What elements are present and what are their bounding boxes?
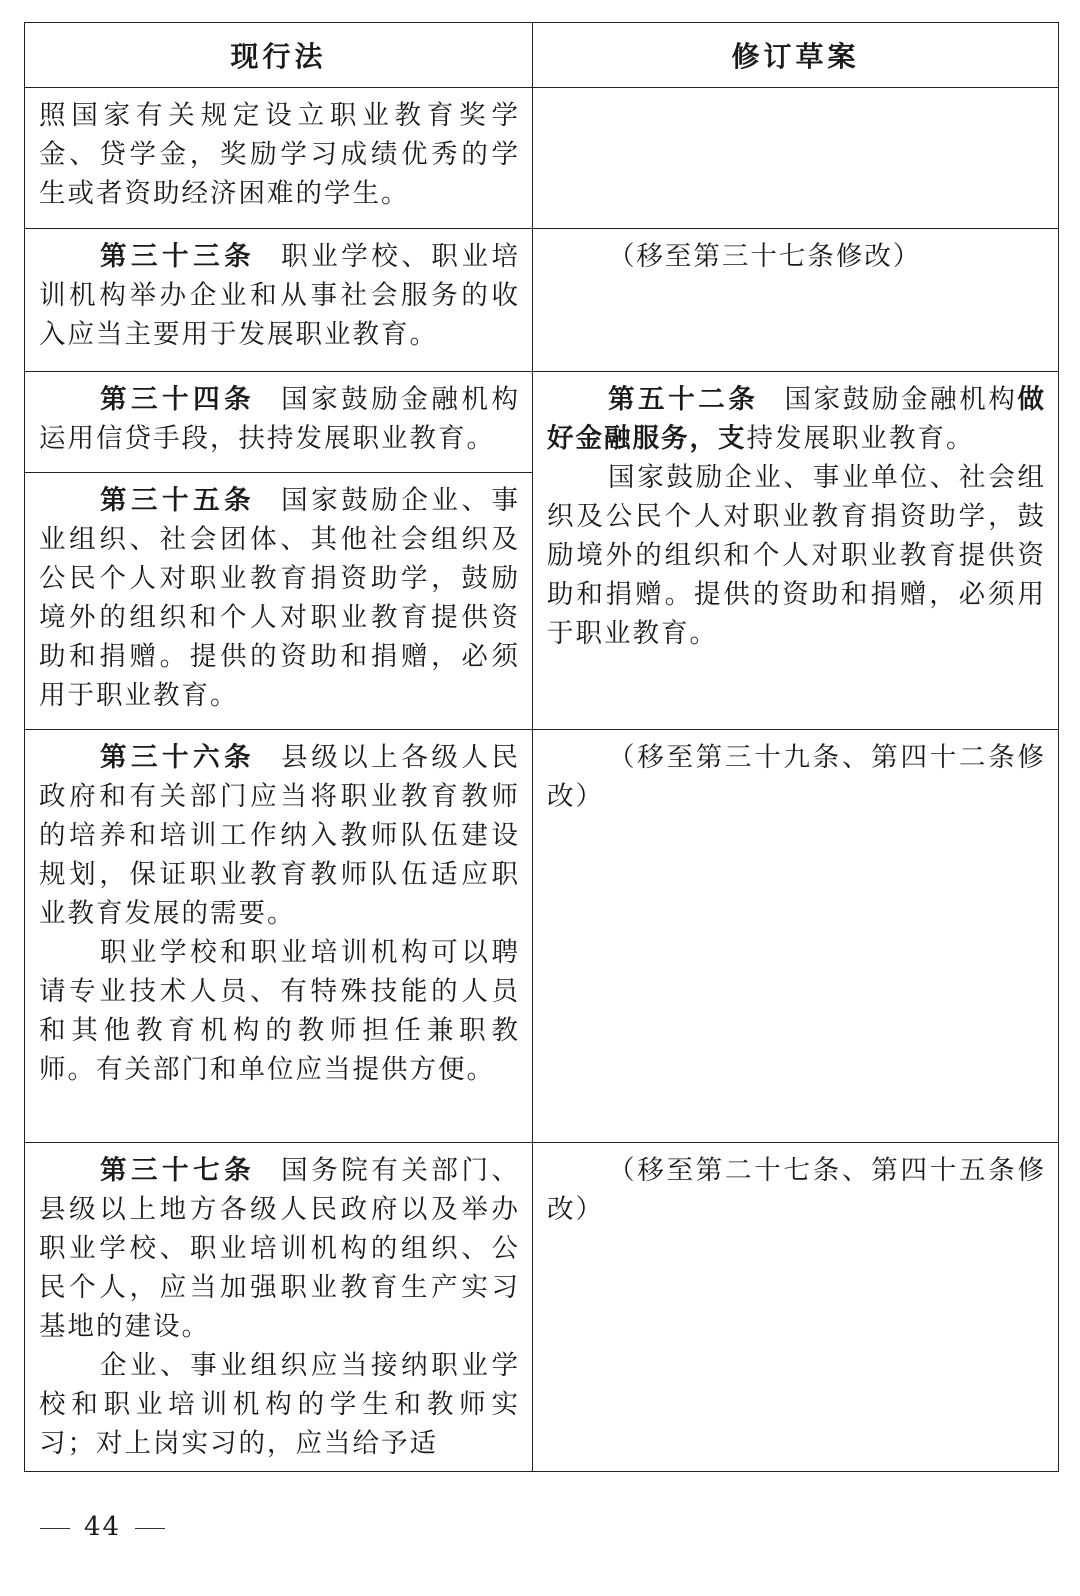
revised-draft-cell bbox=[533, 730, 1059, 1143]
current-law-cell bbox=[25, 473, 533, 730]
article-paragraph bbox=[39, 237, 520, 354]
article-text: 国家鼓励企业、事业组织、社会团体、其他社会组织及公民个人对职业教育捐资助学，鼓励境外的组织和个人对职业教育提供资助和捐赠。提供的资助和捐赠，必须用于职业教育。 bbox=[39, 485, 520, 711]
article-paragraph bbox=[39, 1151, 520, 1346]
current-law-cell bbox=[25, 1143, 533, 1472]
current-law-cell bbox=[25, 229, 533, 372]
table-row bbox=[25, 88, 1059, 229]
comparison-table bbox=[24, 22, 1059, 1472]
article-number: 第三十四条 bbox=[99, 384, 256, 415]
table-header-row bbox=[25, 23, 1059, 88]
revised-draft-cell bbox=[533, 1143, 1059, 1472]
page-footer bbox=[40, 1512, 179, 1542]
article-text: 持发展职业教育。 bbox=[746, 423, 975, 454]
current-law-cell bbox=[25, 730, 533, 1143]
revised-draft-cell bbox=[533, 372, 1059, 730]
table-row bbox=[25, 229, 1059, 372]
article-number: 第三十七条 bbox=[99, 1155, 256, 1186]
article-paragraph bbox=[39, 738, 520, 933]
article-number: 第三十六条 bbox=[99, 742, 256, 773]
table-row bbox=[25, 1143, 1059, 1472]
revised-text-highlight: 做好金融服务，支 bbox=[547, 384, 1047, 454]
article-text: 职业学校、职业培训机构举办企业和从事社会服务的收入应当主要用于发展职业教育。 bbox=[39, 241, 520, 350]
article-number: 第五十二条 bbox=[607, 384, 759, 415]
current-law-cell bbox=[25, 88, 533, 229]
article-text: 国家鼓励金融机构运用信贷手段，扶持发展职业教育。 bbox=[39, 384, 520, 454]
article-paragraph: 职业学校和职业培训机构可以聘请专业技术人员、有特殊技能的人员和其他教育机构的教师担任兼职教师。有关部门和单位应当提供方便。 bbox=[39, 937, 520, 1085]
article-paragraph bbox=[547, 380, 1046, 458]
footer-dash-right bbox=[135, 1528, 165, 1529]
moved-note: （移至第三十九条、第四十二条修改） bbox=[547, 742, 1046, 812]
footer-dash-left bbox=[40, 1528, 70, 1529]
moved-note: （移至第三十七条修改） bbox=[607, 241, 922, 272]
current-law-text: 照国家有关规定设立职业教育奖学金、贷学金，奖励学习成绩优秀的学生或者资助经济困难的学生。 bbox=[39, 100, 520, 209]
page-number: 44 bbox=[84, 1512, 122, 1542]
revised-draft-cell bbox=[533, 229, 1059, 372]
header-current-law: 现行法 bbox=[25, 23, 533, 88]
article-paragraph: 国家鼓励企业、事业单位、社会组织及公民个人对职业教育捐资助学，鼓励境外的组织和个人对职业教育提供资助和捐赠。提供的资助和捐赠，必须用于职业教育。 bbox=[547, 462, 1046, 649]
article-paragraph: 企业、事业组织应当接纳职业学校和职业培训机构的学生和教师实习；对上岗实习的，应当给予适 bbox=[39, 1350, 520, 1459]
revised-draft-cell bbox=[533, 88, 1059, 229]
article-text: 县级以上各级人民政府和有关部门应当将职业教育教师的培养和培训工作纳入教师队伍建设规划，保证职业教育教师队伍适应职业教育发展的需要。 bbox=[39, 742, 520, 929]
article-number: 第三十三条 bbox=[99, 241, 256, 272]
comparison-page bbox=[24, 22, 1058, 1472]
table-row bbox=[25, 730, 1059, 1143]
article-paragraph bbox=[39, 380, 520, 458]
moved-note: （移至第二十七条、第四十五条修改） bbox=[547, 1155, 1046, 1225]
article-number: 第三十五条 bbox=[99, 485, 256, 516]
article-paragraph bbox=[39, 481, 520, 715]
current-law-cell bbox=[25, 372, 533, 473]
header-revised-draft: 修订草案 bbox=[533, 23, 1059, 88]
article-text: 国务院有关部门、县级以上地方各级人民政府以及举办职业学校、职业培训机构的组织、公民个人，应当加强职业教育生产实习基地的建设。 bbox=[39, 1155, 520, 1342]
table-row bbox=[25, 372, 1059, 473]
article-text: 国家鼓励金融机构 bbox=[784, 384, 1018, 415]
